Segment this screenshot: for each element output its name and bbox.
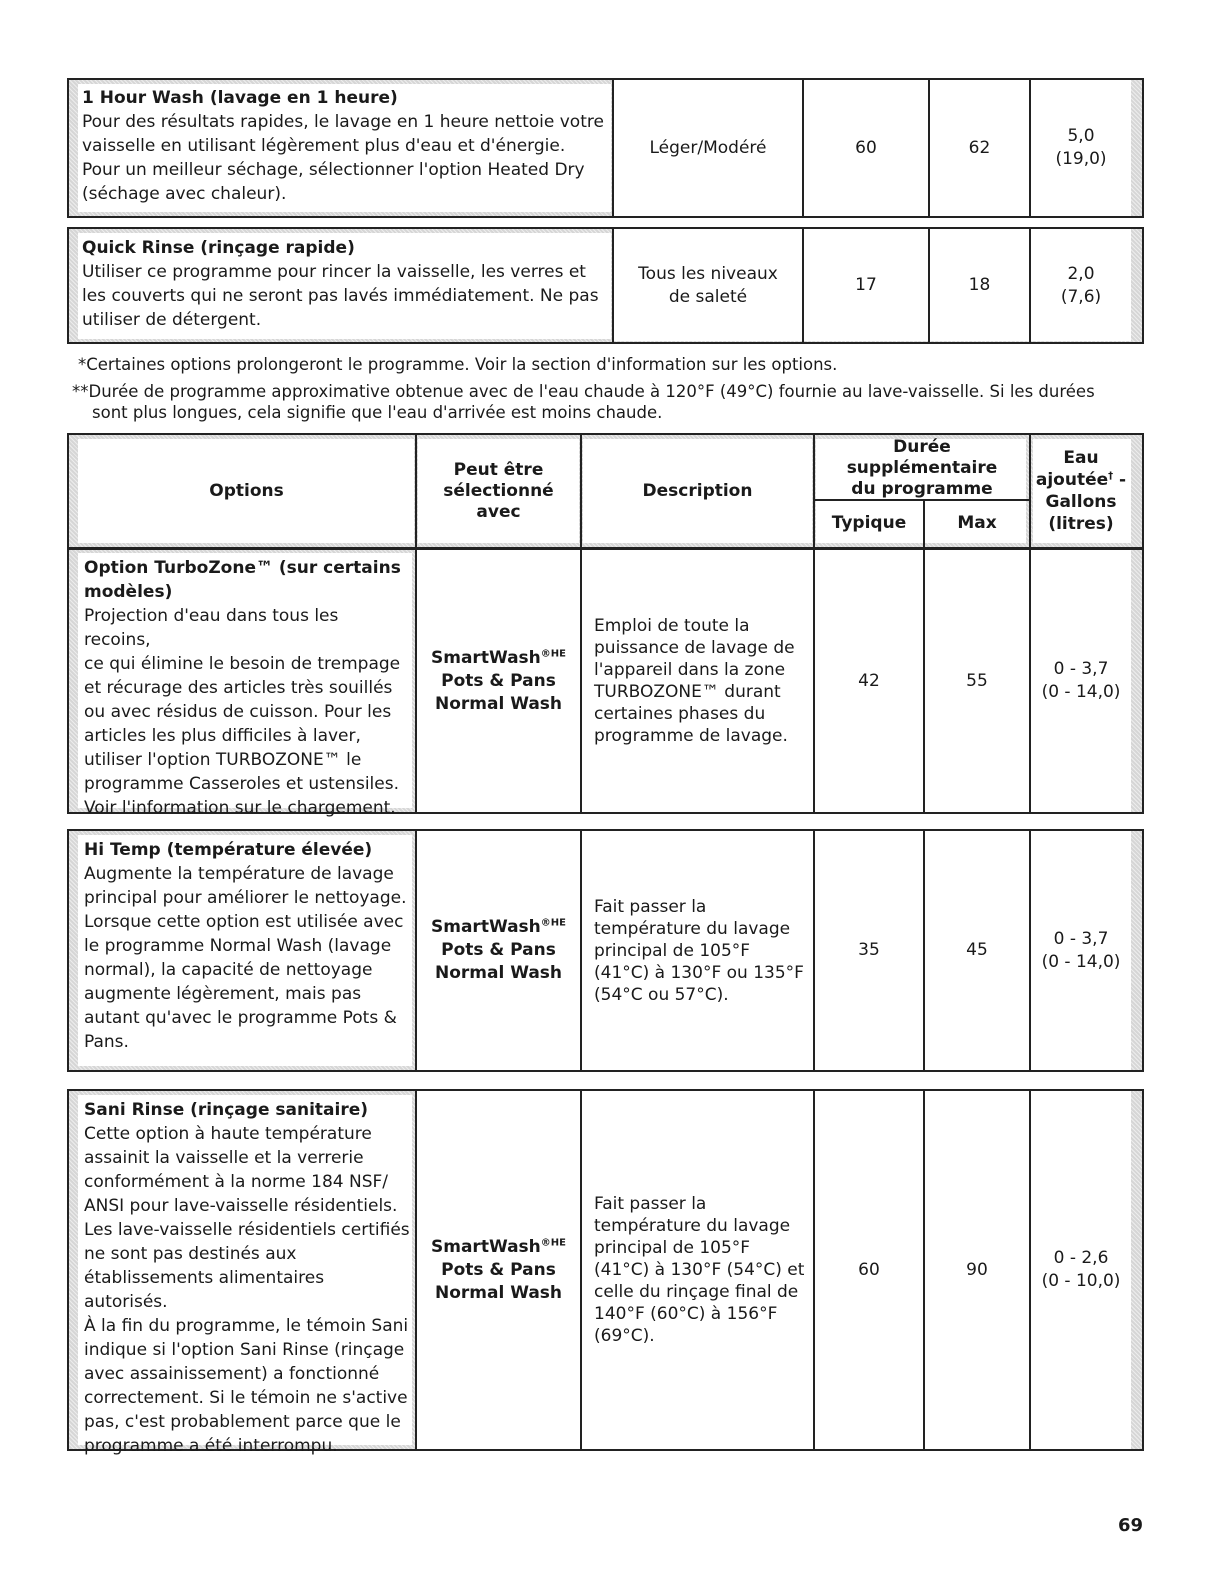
cycle-2-text xyxy=(82,236,607,332)
header-water-l4: (litres) xyxy=(1048,514,1114,534)
option-1-desc-3: ou avec résidus de cuisson. Pour les xyxy=(84,702,392,722)
option-1-typical: 42 xyxy=(858,670,880,691)
option-1-selectable xyxy=(417,550,580,812)
cycle-1-water-gal: 5,0 xyxy=(1067,126,1095,146)
option-1-water: 0 - 3,7 (0 - 14,0) xyxy=(1041,659,1121,702)
cycle-2-water-l: (7,6) xyxy=(1060,286,1102,307)
option-2-effect: Fait passer la température du lavage principal de 105°F (41°C) à 130°F ou 135°F (54°C ou 57°C). xyxy=(594,896,804,1005)
option-2-text: Hi Temp (température élevée) Augmente la température de lavage principal pour améliorer le nettoyage. Lorsque cette option est utilisée avec le programme Normal Wash (lavage normal), la capacité de nettoyage augmente légèrement, mais pas autant qu'avec le programme Pots & Pans. xyxy=(84,838,410,1054)
option-2-water: 0 - 3,7 (0 - 14,0) xyxy=(1041,928,1121,972)
cycle-2-soil-l2: de saleté xyxy=(668,286,748,307)
footnote-1: *Certaines options prolongeront le programme. Voir la section d'information sur les options. xyxy=(78,355,838,374)
option-2-smartwash: SmartWash$^{®HE}$ xyxy=(431,917,566,937)
option-2-normal: Normal Wash xyxy=(434,963,563,983)
page-number: 69 xyxy=(1118,1515,1144,1536)
cycle-1-description: Pour des résultats rapides, le lavage en 1 heure nettoie votre vaisselle en utilisant légèrement plus d'eau et d'énergie. Pour un meilleur séchage, sélectionner l'option Heated Dry (séchage avec chaleur). xyxy=(82,112,604,204)
option-3-water: 0 - 2,6 (0 - 10,0) xyxy=(1041,1248,1121,1291)
cycle-2-soil xyxy=(614,229,802,342)
cycle-2-water-gal: 2,0 xyxy=(1067,263,1095,284)
header-selectable-l3: avec xyxy=(476,501,521,522)
cycle-1-title: 1 Hour Wash (lavage en 1 heure) xyxy=(82,88,398,108)
cycle-1-max: 62 xyxy=(968,137,991,158)
cycle-1-typical: 60 xyxy=(855,137,877,158)
option-1-desc-4: articles les plus difficiles à laver, xyxy=(84,726,361,746)
option-1-text xyxy=(84,556,410,820)
cycle-1-water-l: (19,0) xyxy=(1055,149,1107,169)
option-1-desc-5: utiliser l'option TURBOZONE™ le xyxy=(84,750,362,770)
cycle-2-description: Utiliser ce programme pour rincer la vaisselle, les verres et les couverts qui ne seront pas lavés immédiatement. Ne pas utiliser de détergent. xyxy=(82,262,599,330)
cycle-1-soil: Léger/Modéré xyxy=(649,137,767,158)
option-3-pots: Pots & Pans xyxy=(441,1259,556,1280)
option-1-title-l2: modèles) xyxy=(84,582,173,602)
option-3-effect: Fait passer la température du lavage principal de 105°F (41°C) à 130°F (54°C) et celle du rinçage final de 140°F (60°C) à 156°F (69°C). xyxy=(594,1194,805,1346)
header-water-l2: ajoutée xyxy=(1035,470,1109,490)
option-1-desc-0: Projection d'eau dans tous les recoins, xyxy=(84,606,339,650)
header-extra-time-l2: du programme xyxy=(851,478,993,499)
cycle-1-text xyxy=(82,86,607,206)
option-1-effect: Emploi de toute la puissance de lavage de l'appareil dans la zone TURBOZONE™ durant certaines phases du programme de lavage. xyxy=(594,616,795,746)
option-3-max: 90 xyxy=(966,1259,988,1280)
header-max: Max xyxy=(957,512,997,533)
header-extra-time-l1: Durée supplémentaire xyxy=(846,436,998,478)
cycle-2-soil-l1: Tous les niveaux xyxy=(638,263,778,284)
option-3-text: Sani Rinse (rinçage sanitaire) Cette option à haute température assainit la vaisselle et la verrerie conformément à la norme 184 NSF/ ANSI pour lave-vaisselle résidentiels. Les lave-vaisselle résidentiels certifiés ne sont pas destinés aux établissements alimentaires autorisés. À la fin du programme, le témoin Sani indique si l'option Sani Rinse (rinçage avec assainissement) a fonctionné correctement. Si le témoin ne s'active pas, c'est probablement parce que le programme a été interrompu. xyxy=(84,1100,410,1456)
option-1-desc-1: ce qui élimine le besoin de trempage xyxy=(84,654,401,674)
header-selectable-l2: sélectionné xyxy=(443,480,554,501)
option-2-title: Hi Temp (température élevée) xyxy=(84,840,373,860)
option-1-title-l1: Option TurboZone™ (sur certains xyxy=(84,558,401,578)
option-3-smartwash: SmartWash$^{®HE}$ xyxy=(431,1236,566,1257)
option-3-normal: Normal Wash xyxy=(434,1282,563,1303)
header-description: Description xyxy=(642,480,753,501)
option-1-desc-2: et récurage des articles très souillés xyxy=(84,678,393,698)
header-water-l2-wrap xyxy=(1036,469,1126,491)
option-1-max: 55 xyxy=(966,670,988,691)
header-water-dagger: † xyxy=(1108,470,1114,482)
footnote-2-line1: **Durée de programme approximative obtenue avec de l'eau chaude à 120°F (49°C) fournie au lave-vaisselle. Si les durées xyxy=(72,382,1095,401)
header-water xyxy=(1031,435,1131,547)
option-1-normal: Normal Wash xyxy=(434,693,563,714)
option-1-desc-7: Voir l'information sur le chargement. xyxy=(84,798,396,818)
option-1-desc-6: programme Casseroles et ustensiles. xyxy=(84,774,399,794)
option-2-typical: 35 xyxy=(858,940,880,960)
header-selectable-l1: Peut être xyxy=(453,459,544,480)
option-2-pots: Pots & Pans xyxy=(441,940,556,960)
header-options: Options xyxy=(209,480,284,501)
cycle-2-max: 18 xyxy=(968,275,991,295)
footnote-2-line2: sont plus longues, cela signifie que l'eau d'arrivée est moins chaude. xyxy=(92,403,663,422)
option-1-smartwash: SmartWash$^{®HE}$ xyxy=(431,647,566,668)
header-typical: Typique xyxy=(831,512,907,533)
option-2-max: 45 xyxy=(966,940,988,960)
option-3-selectable xyxy=(417,1091,580,1449)
header-water-l1: Eau xyxy=(1063,448,1099,468)
cycle-1-water xyxy=(1031,80,1131,216)
option-3-typical: 60 xyxy=(858,1259,880,1280)
cycle-2-water xyxy=(1031,229,1131,342)
header-water-l3: Gallons xyxy=(1045,492,1117,512)
cycle-2-title: Quick Rinse (rinçage rapide) xyxy=(82,238,355,258)
header-selectable xyxy=(417,435,580,547)
header-water-dash: - xyxy=(1113,470,1127,490)
header-extra-time xyxy=(815,437,1029,499)
option-2-selectable xyxy=(417,831,580,1070)
option-1-pots: Pots & Pans xyxy=(441,670,556,691)
option-3-title: Sani Rinse (rinçage sanitaire) xyxy=(84,1100,369,1120)
cycle-2-typical: 17 xyxy=(855,275,877,295)
